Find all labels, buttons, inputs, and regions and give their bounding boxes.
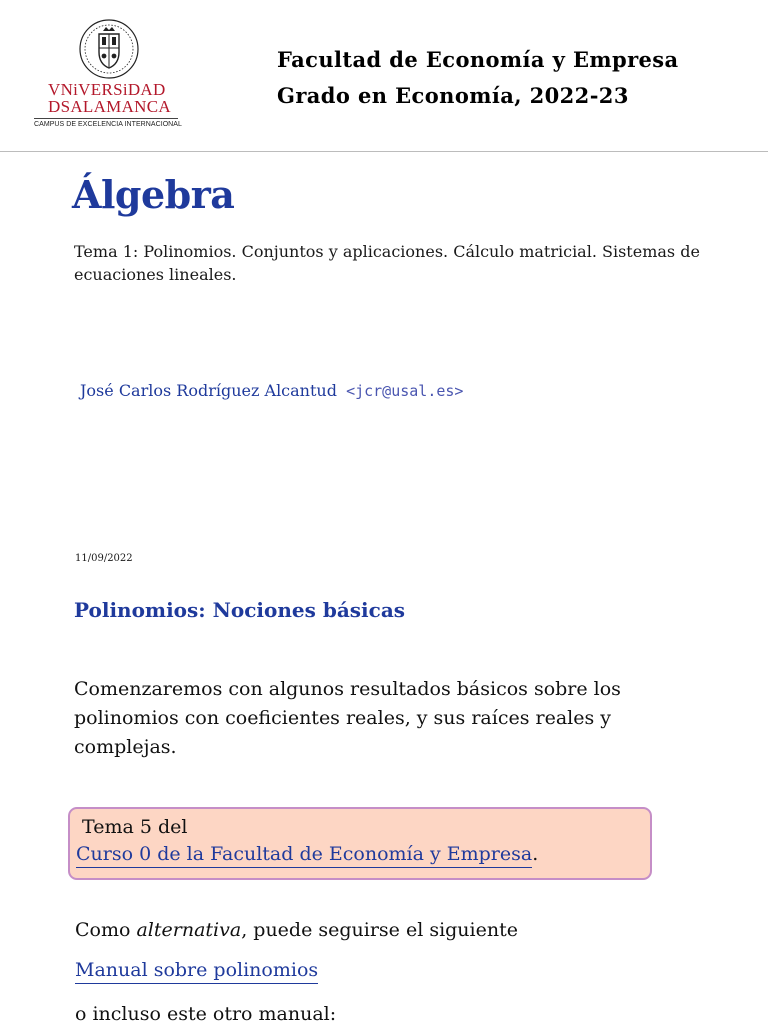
note-link-line — [76, 843, 538, 865]
logo-divider — [34, 118, 178, 119]
faculty-name: Facultad de Economía y Empresa — [277, 47, 679, 72]
note-link-suffix: . — [532, 843, 539, 865]
section-heading: Polinomios: Nociones básicas — [74, 598, 406, 622]
intro-paragraph: Comenzaremos con algunos resultados básicos sobre los polinomios con coeficientes reales, y sus raíces reales y complejas. — [74, 678, 621, 758]
university-name-line1: VNiVERSiDAD — [48, 80, 166, 99]
university-crest-icon — [76, 18, 142, 80]
author-email-link[interactable]: <jcr@usal.es> — [346, 382, 464, 400]
alternative-prefix: Como — [75, 919, 137, 941]
campus-label: CAMPUS DE EXCELENCIA INTERNACIONAL — [34, 121, 182, 128]
alternative-emphasis: alternativa — [136, 919, 242, 941]
alternative-line — [75, 919, 518, 941]
reference-note-box — [68, 807, 652, 880]
degree-name: Grado en Economía, 2022-23 — [277, 83, 629, 108]
manual-link-line — [75, 959, 318, 981]
author-line — [80, 381, 463, 400]
alternative-suffix: , puede seguirse el siguiente — [241, 919, 518, 941]
curso-0-link[interactable]: Curso 0 de la Facultad de Economía y Empresa — [76, 843, 532, 868]
document-subtitle: Tema 1: Polinomios. Conjuntos y aplicaciones. Cálculo matricial. Sistemas de ecuaciones lineales. — [74, 242, 700, 284]
header-divider — [0, 151, 768, 152]
other-manual-text: o incluso este otro manual: — [75, 1003, 337, 1024]
polynomial-manual-link[interactable]: Manual sobre polinomios — [75, 959, 318, 984]
document-date: 11/09/2022 — [75, 553, 133, 564]
note-text: Tema 5 del — [82, 816, 188, 838]
author-name: José Carlos Rodríguez Alcantud — [80, 381, 337, 400]
university-name-line2: DSALAMANCA — [48, 97, 171, 116]
document-title: Álgebra — [72, 172, 235, 217]
university-logo — [30, 18, 190, 134]
